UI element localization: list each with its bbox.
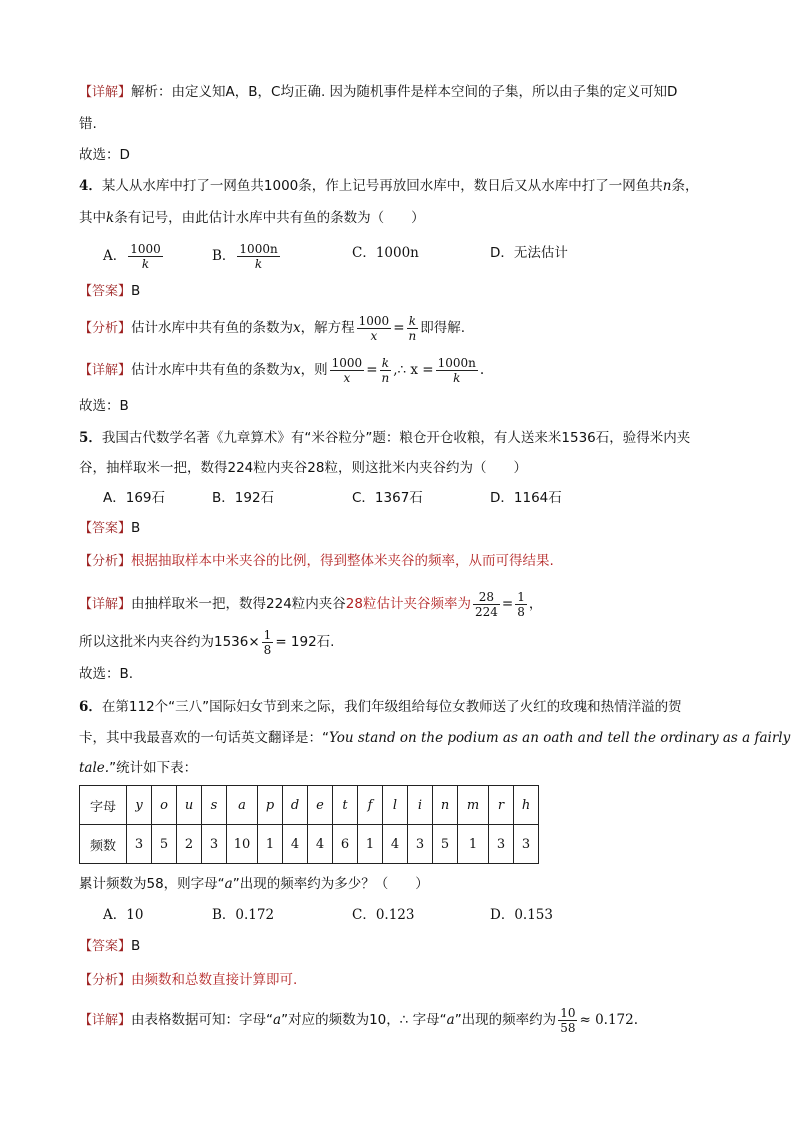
detail-line-1: 【详解】解析：由定义知A，B，C均正确. 因为随机事件是样本空间的子集，所以由子集的定义可知D <box>79 84 678 100</box>
letter-cell: o <box>152 786 177 825</box>
count-cell: 10 <box>227 825 258 864</box>
q5-answer: 【答案】B <box>79 520 141 536</box>
counts-header: 频数 <box>80 825 127 864</box>
count-cell: 5 <box>433 825 458 864</box>
q5-stem-line-1: 5．我国古代数学名著《九章算术》有“米谷粒分”题：粮仓开仓收粮，有人送来米1536石，验得米内夹 <box>79 430 691 446</box>
letter-cell: e <box>308 786 333 825</box>
counts-row <box>80 825 539 864</box>
q6-analysis: 【分析】由频数和总数直接计算即可. <box>79 972 298 988</box>
q6-option-a: A．10 <box>103 907 144 923</box>
count-cell: 4 <box>308 825 333 864</box>
q4-stem-line-1: 4．某人从水库中打了一网鱼共1000条，作上记号再放回水库中，数日后又从水库中打了一网鱼共n条， <box>79 178 699 194</box>
letter-cell: p <box>258 786 283 825</box>
detail-tag: 【详解】 <box>79 85 132 100</box>
q4-answer: 【答案】B <box>79 283 141 299</box>
letters-header: 字母 <box>80 786 127 825</box>
count-cell: 5 <box>152 825 177 864</box>
letter-cell: i <box>408 786 433 825</box>
q5-option-c: C．1367石 <box>352 490 423 506</box>
letter-cell: s <box>202 786 227 825</box>
q4-option-b: B． $\frac{1000n}{k}$ <box>212 242 278 271</box>
q5-choose: 故选：B. <box>79 666 134 682</box>
letter-cell: h <box>514 786 539 825</box>
count-cell: 3 <box>127 825 152 864</box>
count-cell: 1 <box>358 825 383 864</box>
q6-detail: 【详解】由表格数据可知：字母“a”对应的频数为10，∴ 字母“a”出现的频率约为 $\frac{10}{58}$ ≈ 0.172. <box>79 1006 639 1035</box>
q4-option-c: C．1000n <box>352 245 419 261</box>
count-cell: 4 <box>283 825 308 864</box>
q6-stem-line-3: tale.”统计如下表： <box>79 760 198 776</box>
answer-choice: 故选：D <box>79 147 130 163</box>
count-cell: 3 <box>408 825 433 864</box>
letter-cell: r <box>489 786 514 825</box>
q5-stem-line-2: 谷，抽样取米一把，数得224粒内夹谷28粒，则这批米内夹谷约为（ ） <box>79 460 527 476</box>
q6-option-c: C．0.123 <box>352 907 415 923</box>
count-cell: 6 <box>333 825 358 864</box>
q5-detail: 【详解】由抽样取米一把，数得224粒内夹谷28粒估计夹谷频率为 $\frac{28}{224}$ = $\frac{1}{8}$ ， <box>79 590 543 619</box>
count-cell: 1 <box>258 825 283 864</box>
letter-cell: d <box>283 786 308 825</box>
letter-cell: a <box>227 786 258 825</box>
count-cell: 3 <box>514 825 539 864</box>
q6-option-b: B．0.172 <box>212 907 275 923</box>
q6-stem-line-1: 6．在第112个“三八”国际妇女节到来之际，我们年级组给每位女教师送了火红的玫瑰和热情洋溢的贺 <box>79 699 682 715</box>
q6-stem-line-2: 卡，其中我最喜欢的一句话英文翻译是：“You stand on the podium as an oath and tell the ordinary as a fairly <box>79 730 791 746</box>
letter-cell: m <box>458 786 489 825</box>
q4-stem-line-2: 其中k条有记号，由此估计水库中共有鱼的条数为（ ） <box>79 210 425 226</box>
q5-option-d: D．1164石 <box>490 490 562 506</box>
letter-cell: t <box>333 786 358 825</box>
q4-option-d: D．无法估计 <box>490 245 568 261</box>
count-cell: 3 <box>202 825 227 864</box>
frequency-table <box>79 785 539 864</box>
count-cell: 1 <box>458 825 489 864</box>
q5-analysis: 【分析】根据抽取样本中米夹谷的比例，得到整体米夹谷的频率，从而可得结果. <box>79 553 554 569</box>
q6-option-d: D．0.153 <box>490 907 553 923</box>
detail-line-2: 错. <box>79 116 97 132</box>
q4-analysis: 【分析】估计水库中共有鱼的条数为x，解方程 $\frac{1000}{x}$ = $\frac{k}{n}$ 即得解. <box>79 314 466 343</box>
letter-cell: f <box>358 786 383 825</box>
q5-detail-line-2: 所以这批米内夹谷约为1536× $\frac{1}{8}$ = 192石. <box>79 628 335 657</box>
count-cell: 4 <box>383 825 408 864</box>
q4-detail: 【详解】估计水库中共有鱼的条数为x，则 $\frac{1000}{x}$ = $\frac{k}{n}$ ,∴ x = $\frac{1000n}{k}$ . <box>79 356 485 385</box>
q6-answer: 【答案】B <box>79 938 141 954</box>
letter-cell: l <box>383 786 408 825</box>
q4-choose: 故选：B <box>79 398 129 414</box>
q4-option-a: A． $\frac{1000}{k}$ <box>103 242 161 271</box>
letter-cell: u <box>177 786 202 825</box>
q6-question: 累计频数为58，则字母“a”出现的频率约为多少？（ ） <box>79 876 429 892</box>
count-cell: 3 <box>489 825 514 864</box>
letter-cell: y <box>127 786 152 825</box>
letter-cell: n <box>433 786 458 825</box>
q5-option-b: B．192石 <box>212 490 275 506</box>
count-cell: 2 <box>177 825 202 864</box>
letters-row <box>80 786 539 825</box>
q5-option-a: A．169石 <box>103 490 166 506</box>
